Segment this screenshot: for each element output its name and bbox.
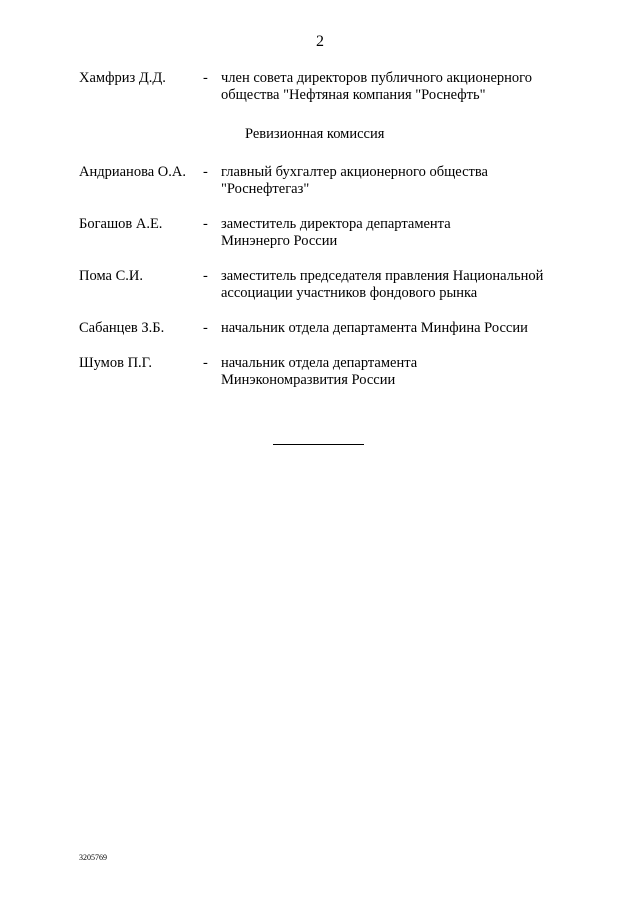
- member-role: [221, 164, 581, 198]
- role-line: заместитель директора департамента: [221, 216, 451, 232]
- member-role: [221, 216, 581, 250]
- role-line: заместитель председателя правления Национальной: [221, 268, 544, 284]
- role-line: главный бухгалтер акционерного общества: [221, 164, 488, 180]
- dash-separator: -: [203, 320, 208, 336]
- role-line: начальник отдела департамента Минфина России: [221, 320, 528, 336]
- role-line: ассоциации участников фондового рынка: [221, 285, 478, 301]
- member-name: Андрианова О.А.: [79, 164, 186, 180]
- member-name: Сабанцев З.Б.: [79, 320, 165, 336]
- member-role: [221, 268, 581, 302]
- dash-separator: -: [203, 268, 208, 284]
- dash-separator: -: [203, 355, 208, 371]
- role-line: "Роснефтегаз": [221, 181, 310, 197]
- member-name: Хамфриз Д.Д.: [79, 70, 166, 86]
- role-line: общества "Нефтяная компания "Роснефть": [221, 87, 486, 103]
- section-heading: Ревизионная комиссия: [245, 126, 385, 142]
- member-role: [221, 70, 581, 104]
- dash-separator: -: [203, 70, 208, 86]
- document-code: 3205769: [79, 853, 107, 862]
- member-role: [221, 355, 581, 389]
- end-of-list-rule: [273, 444, 364, 445]
- role-line: член совета директоров публичного акционерного: [221, 70, 532, 86]
- page-number: 2: [316, 33, 324, 50]
- member-name: Шумов П.Г.: [79, 355, 153, 371]
- role-line: Минэкономразвития России: [221, 372, 396, 388]
- member-name: Богашов А.Е.: [79, 216, 163, 232]
- member-role: [221, 320, 581, 337]
- dash-separator: -: [203, 164, 208, 180]
- role-line: Минэнерго России: [221, 233, 338, 249]
- member-name: Пома С.И.: [79, 268, 143, 284]
- dash-separator: -: [203, 216, 208, 232]
- role-line: начальник отдела департамента: [221, 355, 418, 371]
